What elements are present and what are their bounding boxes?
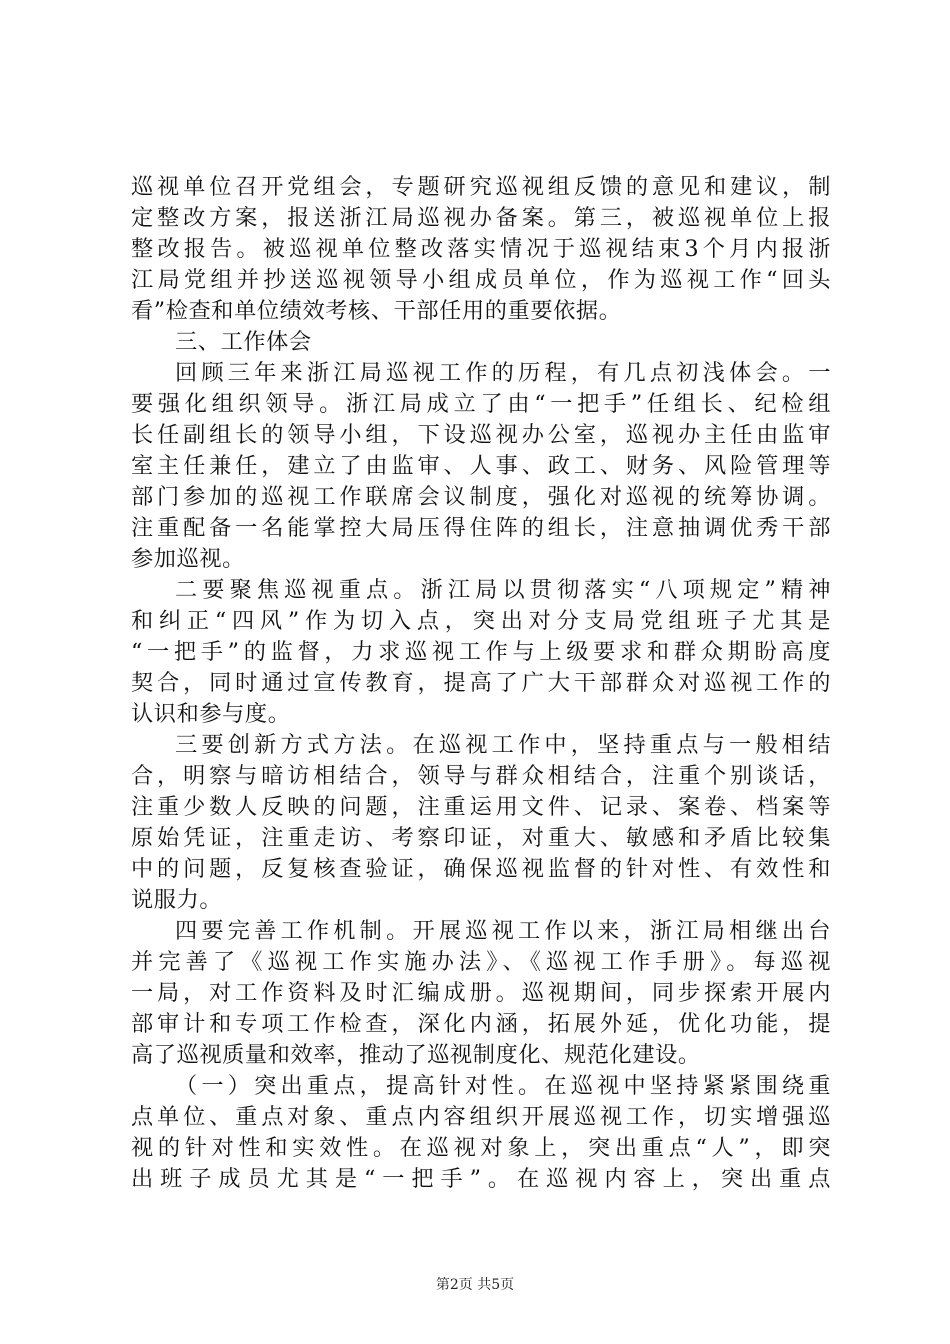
text-line: 回顾三年来浙江局巡视工作的历程，有几点初浅体会。一 [175,360,831,386]
text-line: （一）突出重点，提高针对性。在巡视中坚持紧紧围绕重 [175,1073,831,1099]
page-footer [0,1275,950,1295]
text-line: 四要完善工作机制。开展巡视工作以来，浙江局相继出台 [175,918,831,944]
text-line: 高了巡视质量和效率，推动了巡视制度化、规范化建设。 [131,1042,701,1068]
text-line: 三要创新方式方法。在巡视工作中，坚持重点与一般相结 [175,732,831,758]
text-line: 注重配备一名能掌控大局压得住阵的组长，注意抽调优秀干部 [131,515,831,541]
text-line: 并完善了《巡视工作实施办法》、《巡视工作手册》。每巡视 [131,949,831,975]
text-line: 点单位、重点对象、重点内容组织开展巡视工作，切实增强巡 [131,1104,831,1130]
text-line: 二要聚焦巡视重点。浙江局以贯彻落实“八项规定”精神 [175,577,831,603]
text-line: 认识和参与度。 [131,701,291,727]
text-line: 整改报告。被巡视单位整改落实情况于巡视结束3个月内报浙 [131,236,831,262]
text-line: 原始凭证，注重走访、考察印证，对重大、敏感和矛盾比较集 [131,825,831,851]
body-text [131,172,831,1195]
text-line: 契合，同时通过宣传教育，提高了广大干部群众对巡视工作的 [131,670,831,696]
text-line: 出班子成员尤其是“一把手”。在巡视内容上，突出重点 [131,1166,831,1192]
text-line: 中的问题，反复核查验证，确保巡视监督的针对性、有效性和 [131,856,831,882]
text-line: 一局，对工作资料及时汇编成册。巡视期间，同步探索开展内 [131,980,831,1006]
text-line: 巡视单位召开党组会，专题研究巡视组反馈的意见和建议，制 [131,174,831,200]
text-line: 长任副组长的领导小组，下设巡视办公室，巡视办主任由监审 [131,422,831,448]
text-line: 江局党组并抄送巡视领导小组成员单位，作为巡视工作“回头 [131,267,831,293]
text-line: “一把手”的监督，力求巡视工作与上级要求和群众期盼高度 [131,639,831,665]
text-line: 和纠正“四风”作为切入点，突出对分支局党组班子尤其是 [131,608,831,634]
text-line: 注重少数人反映的问题，注重运用文件、记录、案卷、档案等 [131,794,831,820]
text-line: 合，明察与暗访相结合，领导与群众相结合，注重个别谈话， [131,763,831,789]
text-line: 视的针对性和实效性。在巡视对象上，突出重点“人”，即突 [131,1135,831,1161]
text-line: 室主任兼任，建立了由监审、人事、政工、财务、风险管理等 [131,453,831,479]
text-line: 说服力。 [131,887,223,913]
text-line: 参加巡视。 [131,546,245,572]
text-line: 要强化组织领导。浙江局成立了由“一把手”任组长、纪检组 [131,391,831,417]
text-line: 部审计和专项工作检查，深化内涵，拓展外延，优化功能，提 [131,1011,831,1037]
text-line: 看”检查和单位绩效考核、干部任用的重要依据。 [131,298,622,324]
page-number-label: 第2页 共5页 [435,1277,515,1293]
section-heading: 三、工作体会 [175,329,312,355]
text-line: 部门参加的巡视工作联席会议制度，强化对巡视的统筹协调。 [131,484,831,510]
text-line: 定整改方案，报送浙江局巡视办备案。第三，被巡视单位上报 [131,205,831,231]
